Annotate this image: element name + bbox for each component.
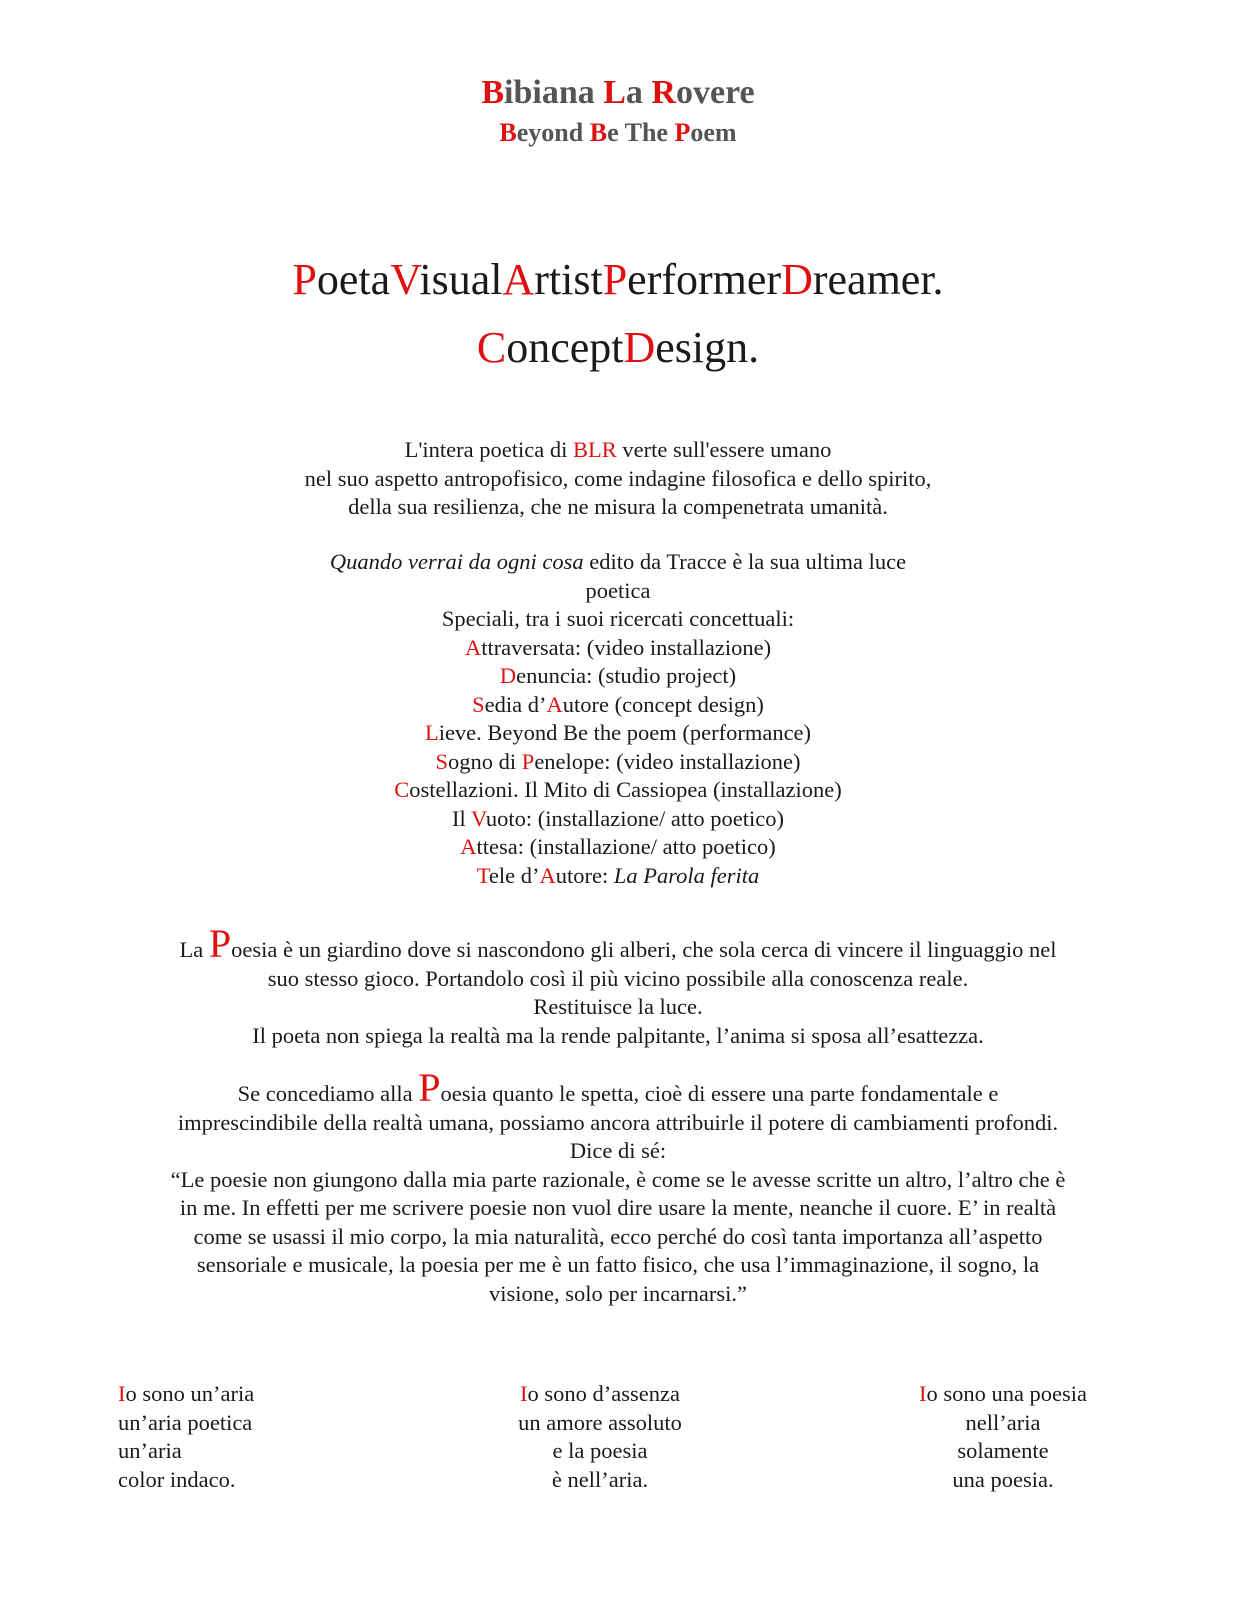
title-part: esign. [655, 323, 760, 372]
poem-line: color indaco. [118, 1466, 236, 1492]
works-item-text: utore: [555, 862, 614, 888]
tagline [0, 116, 1236, 150]
works-item-text: Il [452, 805, 471, 831]
works-item-text: edia d’ [484, 691, 547, 717]
poem-initial: I [520, 1381, 528, 1406]
blr-acronym: BLR [572, 437, 617, 462]
poetry-line: suo stesso gioco. Portandolo così il più vicino possibile alla conoscenza reale. [267, 965, 969, 991]
title-part: oeta [316, 255, 391, 304]
title-part: erformer [627, 255, 782, 304]
name-initial: R [651, 74, 676, 111]
works-item-text: uoto: (installazione/ atto poetico) [485, 805, 784, 831]
works-item [0, 634, 1236, 663]
tagline-initial: B [589, 118, 608, 147]
specials-heading: Speciali, tra i suoi ricercati concettuali: [441, 606, 795, 631]
works-item-initial: T [476, 862, 489, 888]
poem-line: un amore assoluto [518, 1409, 682, 1435]
works-item-text: ogno di [448, 748, 522, 774]
works-list [0, 548, 1236, 890]
role-titles [0, 246, 1236, 382]
poem-first-line [507, 1380, 693, 1409]
poetry-paragraph-2 [100, 1065, 1136, 1308]
tagline-initial: B [499, 118, 517, 147]
works-item [0, 662, 1236, 691]
poetry-line: Il poeta non spiega la realtà ma la rende palpitante, l’anima si sposa all’esattezza. [252, 1022, 984, 1048]
intro-paragraph [0, 436, 1236, 522]
works-item-initial: A [460, 834, 477, 859]
author-name [0, 70, 1236, 116]
poem-initial: I [918, 1381, 927, 1406]
works-item [0, 719, 1236, 748]
tagline-part: eyond [516, 118, 590, 147]
works-item-initial: C [394, 777, 410, 802]
drop-cap: P [418, 1065, 441, 1110]
drop-cap: P [208, 921, 232, 966]
poem-1 [118, 1380, 254, 1494]
title-initial: P [602, 255, 628, 304]
works-item-initial: V [471, 805, 486, 831]
name-part: overe [675, 74, 755, 111]
poem-first-line [910, 1380, 1096, 1409]
intro-line: nel suo aspetto antropofisico, come indagine filosofica e dello spirito, [304, 465, 932, 491]
quote-line: visione, solo per incarnarsi.” [488, 1280, 748, 1306]
works-item-text: ttraversata: (video installazione) [481, 634, 772, 660]
works-item-initial: A [464, 634, 482, 660]
intro-text: L'intera poetica di [404, 437, 573, 462]
works-item-text: enuncia: (studio project) [516, 663, 737, 688]
works-items [0, 634, 1236, 891]
poem-text: o sono d’assenza [527, 1381, 680, 1406]
poem-line: solamente [957, 1438, 1049, 1463]
title-initial: A [502, 255, 535, 304]
tagline-initial: P [674, 118, 691, 147]
poem-3 [910, 1380, 1096, 1494]
works-item-text: ieve. Beyond Be the poem (performance) [438, 720, 812, 745]
works-item-initial: L [424, 720, 439, 745]
poetry-text: La [179, 937, 209, 962]
book-line [0, 548, 1236, 577]
title-part: isual [419, 255, 503, 304]
works-item-initial: D [499, 663, 517, 688]
works-item-text: La Parola ferita [613, 862, 760, 888]
works-item-text: ttesa: (installazione/ atto poetico) [476, 834, 776, 859]
works-item [0, 862, 1236, 891]
book-line: poetica [585, 577, 651, 603]
document-header [0, 70, 1236, 150]
poem-text: o sono una poesia [926, 1381, 1088, 1406]
title-initial: V [390, 255, 420, 304]
poem-2 [507, 1380, 693, 1494]
title-initial: D [623, 323, 656, 372]
quote-line: in me. In effetti per me scrivere poesie non vuol dire usare la mente, neanche il cuore. E’ in realtà [179, 1195, 1057, 1220]
intro-line [0, 436, 1236, 465]
title-part: reamer. [812, 255, 944, 304]
title-part: oncept [506, 323, 624, 372]
title-line-1 [0, 246, 1236, 314]
works-item-text: enelope: (video installazione) [534, 748, 801, 774]
works-item [0, 691, 1236, 720]
poetry-paragraph-1 [100, 921, 1136, 1050]
poem-first-line [118, 1380, 254, 1409]
intro-line: della sua resilienza, che ne misura la compenetrata umanità. [348, 494, 888, 519]
title-initial: D [781, 255, 813, 304]
poetry-line [100, 921, 1136, 966]
poetry-text: Se concediamo alla [237, 1081, 419, 1106]
works-item [0, 748, 1236, 777]
poetry-line: Restituisce la luce. [533, 994, 703, 1019]
book-text: edito da Tracce è la sua ultima luce [583, 549, 907, 574]
name-part: ibiana [504, 74, 604, 111]
title-line-2 [0, 314, 1236, 382]
poetry-line: Dice di sé: [569, 1138, 667, 1163]
works-item-text: utore (concept design) [562, 691, 764, 717]
quote-line: “Le poesie non giungono dalla mia parte razionale, è come se le avesse scritte un altro, l’altro che è [170, 1166, 1066, 1192]
intro-text: verte sull'essere umano [616, 437, 832, 462]
poem-line: una poesia. [952, 1466, 1054, 1492]
poem-text: o sono un’aria [125, 1381, 255, 1406]
works-item [0, 833, 1236, 862]
book-title: Quando verrai da ogni cosa [329, 549, 584, 574]
tagline-part: oem [690, 118, 737, 147]
name-initial: B [481, 74, 505, 111]
poem-line: un’aria [118, 1438, 182, 1463]
poetry-text: oesia è un giardino dove si nascondono gli alberi, che sola cerca di vincere il linguaggio nel [231, 937, 1057, 962]
poem-line: nell’aria [965, 1409, 1041, 1435]
works-item-initial: S [435, 748, 449, 774]
title-initial: C [476, 323, 507, 372]
title-part: rtist [534, 255, 603, 304]
poem-initial: I [118, 1381, 126, 1406]
tagline-part: e The [607, 118, 675, 147]
works-item-initial: S [472, 691, 485, 717]
name-part: a [625, 74, 652, 111]
works-item [0, 805, 1236, 834]
name-initial: L [603, 74, 626, 111]
works-item-text: ele d’ [488, 862, 540, 888]
works-item-text: ostellazioni. Il Mito di Cassiopea (installazione) [409, 777, 842, 802]
quote-line: sensoriale e musicale, la poesia per me è un fatto fisico, che usa l’immaginazione, il sogno, la [196, 1252, 1040, 1277]
works-item [0, 776, 1236, 805]
works-item-initial: A [546, 691, 563, 717]
poetry-line [100, 1065, 1136, 1110]
poetry-line: imprescindibile della realtà umana, possiamo ancora attribuirle il potere di cambiamenti profondi. [177, 1109, 1059, 1135]
works-item-initial: P [521, 748, 535, 774]
works-item-initial: A [539, 862, 556, 888]
title-initial: P [292, 255, 317, 304]
poem-line: un’aria poetica [118, 1409, 253, 1435]
quote-line: come se usassi il mio corpo, la mia naturalità, ecco perché do così tanta importanza all’aspetto [193, 1223, 1043, 1249]
poem-line: è nell’aria. [551, 1466, 649, 1492]
poem-line: e la poesia [552, 1438, 648, 1463]
poetry-text: oesia quanto le spetta, cioè di essere una parte fondamentale e [440, 1081, 999, 1106]
